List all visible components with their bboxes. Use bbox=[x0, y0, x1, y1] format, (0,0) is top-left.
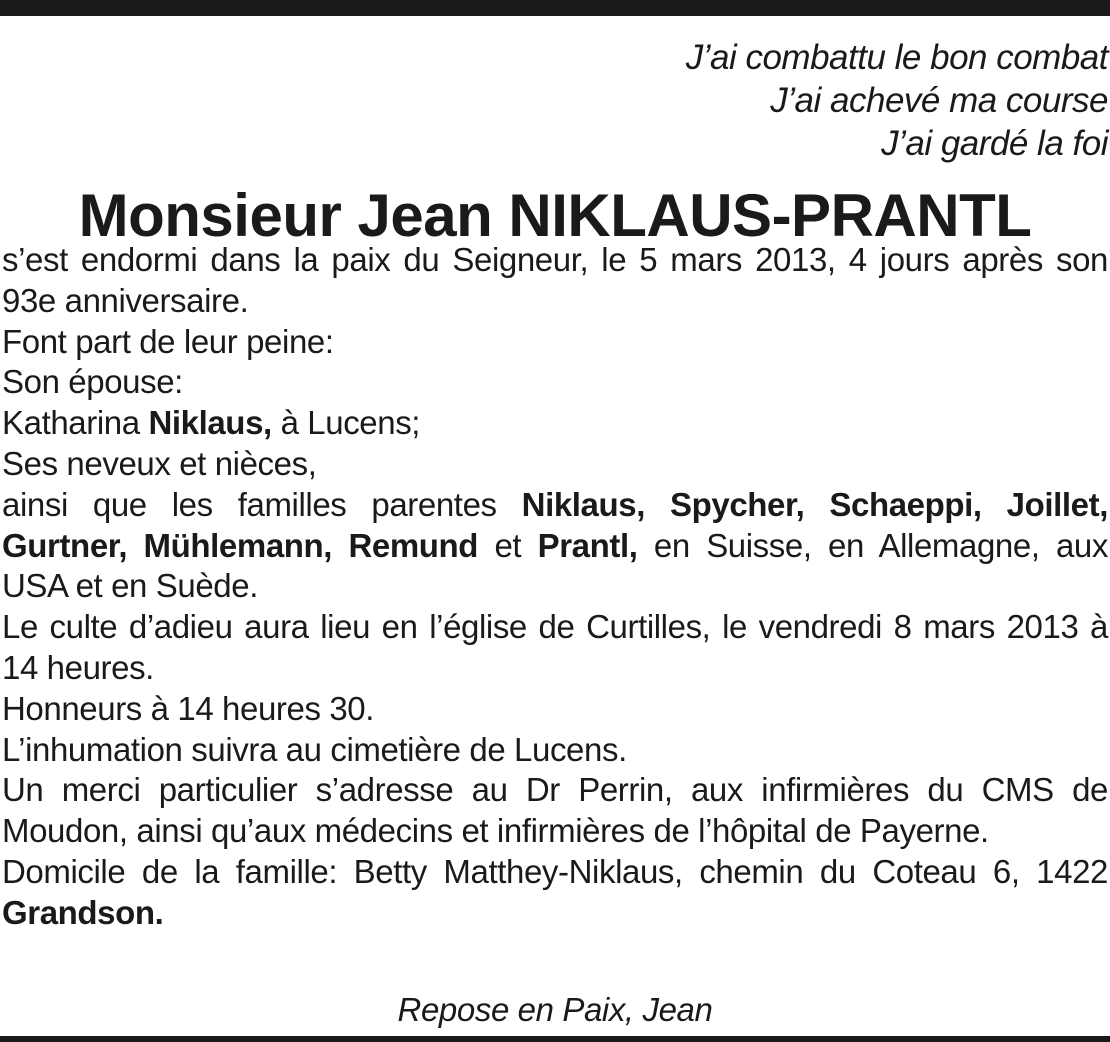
burial-line: L’inhumation suivra au cimetière de Lucens. bbox=[2, 730, 627, 768]
deceased-name: Monsieur Jean NIKLAUS-PRANTL bbox=[78, 182, 1032, 249]
family-name-prantl: Prantl, bbox=[537, 526, 638, 564]
families-intro: ainsi que les familles parentes bbox=[2, 485, 522, 523]
closing-line: Repose en Paix, Jean bbox=[397, 991, 713, 1028]
epigraph-line: J’ai combattu le bon combat bbox=[685, 38, 1108, 77]
mourners-intro: Font part de leur peine: bbox=[2, 322, 334, 360]
epigraph-line: J’ai achevé ma course bbox=[770, 81, 1108, 120]
family-town: Grandson. bbox=[2, 893, 164, 931]
family-names: Niklaus, Spycher, Schaeppi, Joillet, Gurtner, Mühlemann, Remund bbox=[2, 485, 1108, 564]
spouse-line bbox=[2, 403, 1108, 444]
epigraph bbox=[408, 36, 1108, 165]
families-countries: en Suisse, en Allemagne, aux USA et en Suède. bbox=[2, 526, 1108, 605]
spouse-heading: Son épouse: bbox=[2, 363, 183, 401]
service-paragraph: Le culte d’adieu aura lieu en l’église de Curtilles, le vendredi 8 mars 2013 à 14 heures. bbox=[2, 608, 1108, 686]
announcement-paragraph: s’est endormi dans la paix du Seigneur, le 5 mars 2013, 4 jours après son 93e anniversaire. bbox=[2, 241, 1108, 319]
top-rule bbox=[0, 0, 1110, 16]
spouse-surname: Niklaus, bbox=[148, 404, 272, 442]
families-conjunction: et bbox=[478, 526, 538, 564]
nephews-line: Ses neveux et nièces, bbox=[2, 444, 317, 482]
family-address: Domicile de la famille: Betty Matthey-Niklaus, chemin du Coteau 6, 1422 bbox=[2, 852, 1108, 890]
spouse-location: à Lucens; bbox=[271, 404, 421, 442]
bottom-rule bbox=[0, 1036, 1110, 1042]
spouse-firstname: Katharina bbox=[2, 404, 149, 442]
family-address-paragraph bbox=[2, 852, 1108, 934]
epigraph-line: J’ai gardé la foi bbox=[881, 124, 1108, 163]
honours-line: Honneurs à 14 heures 30. bbox=[2, 689, 374, 727]
families-paragraph bbox=[2, 485, 1108, 607]
notice-body bbox=[2, 240, 1108, 934]
thanks-paragraph: Un merci particulier s’adresse au Dr Perrin, aux infirmières du CMS de Moudon, ainsi qu’aux médecins et infirmières de l’hôpital de Payerne. bbox=[2, 771, 1108, 850]
